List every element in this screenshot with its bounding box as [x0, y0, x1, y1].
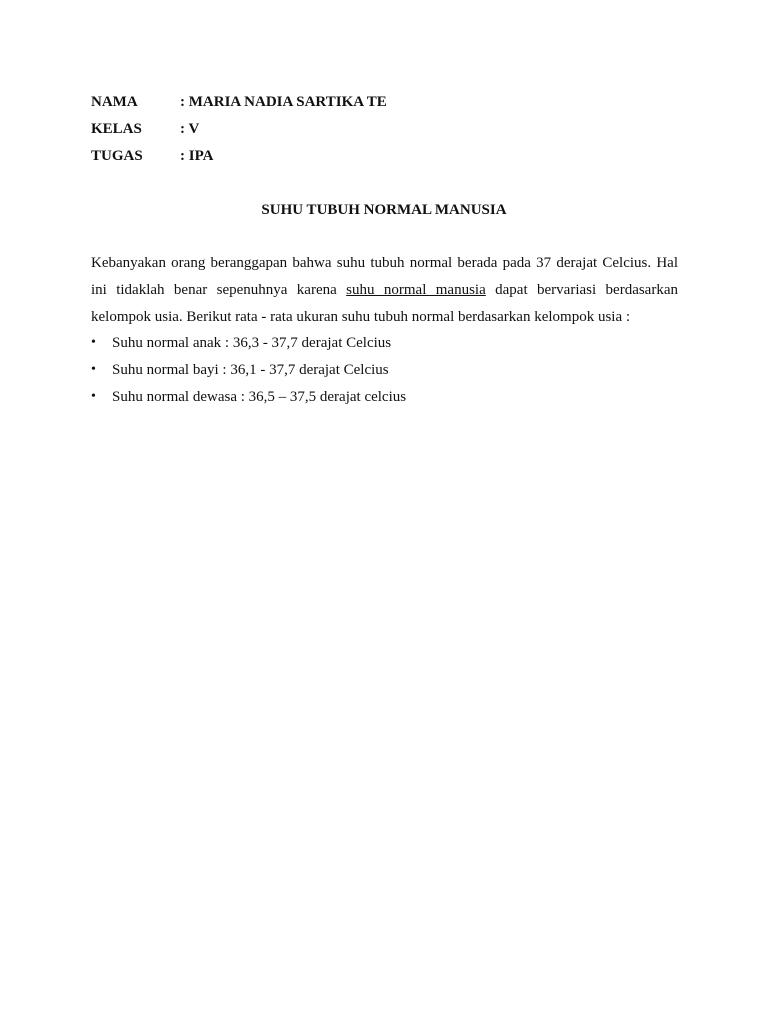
document-title: SUHU TUBUH NORMAL MANUSIA [261, 202, 507, 218]
paragraph-text-end: dapat bervariasi berdasarkan kelompok usia. Berikut rata - rata ukuran suhu tubuh normal berdasarkan kelompok usia : [91, 281, 678, 325]
suhu-normal-link[interactable]: suhu normal manusia [346, 281, 486, 298]
info-label: KELAS [91, 121, 142, 137]
info-value: : V [180, 121, 200, 137]
info-row-nama [91, 91, 691, 118]
intro-paragraph [91, 250, 678, 330]
list-item [91, 330, 678, 357]
info-row-kelas [91, 118, 691, 145]
paragraph-text-start: Kebanyakan orang beranggapan bahwa suhu tubuh normal berada pada 37 derajat Celcius. Hal ini tidaklah benar sepenuhnya karena [91, 255, 678, 298]
info-label: TUGAS [91, 148, 143, 164]
list-item-text: Suhu normal dewasa : 36,5 – 37,5 derajat celcius [112, 388, 407, 405]
info-value: : MARIA NADIA SARTIKA TE [180, 94, 387, 110]
bullet-icon: • [91, 335, 96, 351]
temperature-list [91, 330, 678, 410]
info-value: : IPA [180, 148, 214, 164]
info-label: NAMA [91, 94, 138, 110]
list-item [91, 357, 678, 384]
student-info [91, 91, 691, 172]
list-item [91, 384, 678, 411]
bullet-icon: • [91, 362, 96, 378]
bullet-icon: • [91, 388, 96, 404]
list-item-text: Suhu normal bayi : 36,1 - 37,7 derajat Celcius [112, 362, 389, 379]
info-row-tugas [91, 145, 691, 172]
list-item-text: Suhu normal anak : 36,3 - 37,7 derajat Celcius [112, 335, 392, 352]
document-body [91, 250, 678, 411]
